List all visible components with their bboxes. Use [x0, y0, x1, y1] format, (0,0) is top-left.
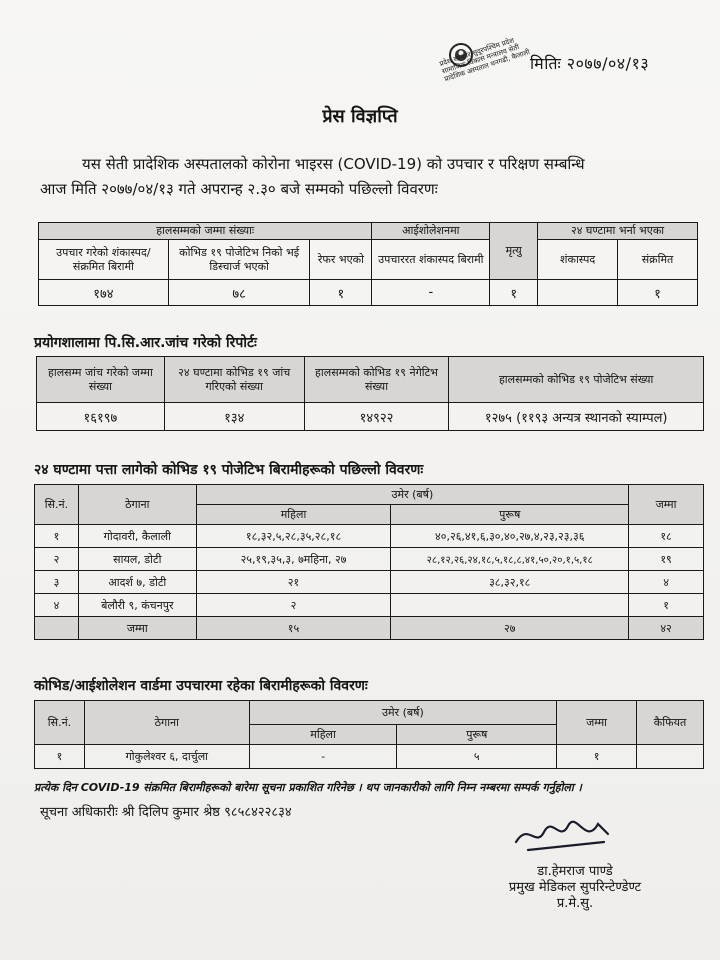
positive-table — [34, 484, 704, 640]
intro-line-2: आज मिति २०७७/०४/१३ गते अपरान्ह २.३० बजे सम्मको पछिल्लो विवरणः — [40, 180, 438, 198]
intro-line-1: यस सेती प्रादेशिक अस्पतालको कोरोना भाइरस (COVID-19) को उपचार र परिक्षण सम्बन्धि — [82, 155, 585, 173]
row-total: १ — [557, 745, 637, 769]
lab-heading: प्रयोगशालामा पि.सि.आर.जांच गरेको रिपोर्टः — [34, 335, 257, 351]
value-death: १ — [490, 280, 538, 306]
ward-header-age: उमेर (बर्ष) — [249, 701, 556, 725]
ward-header-sn: सि.नं. — [35, 701, 85, 745]
summary-table — [38, 222, 698, 306]
pos-header-age: उमेर (बर्ष) — [196, 485, 628, 505]
ward-header-male: पुरूष — [397, 725, 557, 745]
table-row — [35, 594, 704, 617]
row-male — [391, 594, 629, 617]
sum-female: १५ — [196, 617, 391, 640]
pos-header-total: जम्मा — [629, 485, 704, 525]
sum-male: २७ — [391, 617, 629, 640]
row-male: ४०,२६,४१,६,३०,४०,२७,४,२३,२३,३६ — [391, 525, 629, 548]
lab-value-24h: १३४ — [164, 403, 304, 431]
value-discharged: ७८ — [168, 280, 310, 306]
row-female: २५,१९,३५,३, ७महिना, २७ — [196, 548, 391, 571]
row-female: २ — [196, 594, 391, 617]
isolation-header: उपचाररत शंकास्पद बिरामी — [372, 240, 490, 280]
table-row — [35, 571, 704, 594]
row-address: गोकुलेश्वर ६, दार्चुला — [84, 745, 249, 769]
row-address: सायल, डोटी — [78, 548, 196, 571]
row-female: २१ — [196, 571, 391, 594]
seal-text: प्रदेश सरकार सुदूरपश्चिम प्रदेश सामाजिक विकास मन्त्रालय सेती प्रादेशिक अस्पताल धनगढी, कैलाली — [438, 36, 531, 84]
value-suspected — [538, 280, 618, 306]
sum-label: जम्मा — [78, 617, 196, 640]
row-sn: ३ — [35, 571, 79, 594]
lab-value-positive: १२७५ (११९३ अन्यत्र स्थानको स्याम्पल) — [449, 403, 704, 431]
row-remarks — [637, 745, 704, 769]
group-24h-header: २४ घण्टामा भर्ना भएका — [538, 223, 698, 240]
signature-icon — [508, 812, 618, 858]
referred-header: रेफर भएको — [310, 240, 372, 280]
row-total: १ — [629, 594, 704, 617]
signatory-block — [490, 864, 660, 912]
value-treated: १७४ — [39, 280, 169, 306]
lab-value-total: १६१९७ — [37, 403, 165, 431]
suspected-header: शंकास्पद — [538, 240, 618, 280]
row-address: गोदावरी, कैलाली — [78, 525, 196, 548]
ward-header-remarks: कैफियत — [637, 701, 704, 745]
pos-header-female: महिला — [196, 505, 391, 525]
row-sn: २ — [35, 548, 79, 571]
pos-header-sn: सि.नं. — [35, 485, 79, 525]
row-female: १८,३२,५,२८,३५,२८,१८ — [196, 525, 391, 548]
sum-sn-blank — [35, 617, 79, 640]
signatory-title: प्रमुख मेडिकल सुपरिन्टेण्डेण्ट — [508, 880, 642, 895]
table-row — [35, 745, 704, 769]
discharged-header: कोभिड १९ पोजेटिभ निको भई डिस्चार्ज भएको — [168, 240, 310, 280]
sum-total: ४२ — [629, 617, 704, 640]
hospital-seal — [420, 36, 531, 104]
ward-header-total: जम्मा — [557, 701, 637, 745]
pos-header-address: ठेगाना — [78, 485, 196, 525]
lab-value-negative: १४९२२ — [304, 403, 449, 431]
infected-header: संक्रमित — [618, 240, 698, 280]
ward-header-female: महिला — [249, 725, 397, 745]
value-referred: १ — [310, 280, 372, 306]
row-female: - — [249, 745, 397, 769]
signatory-org: प्र.मे.सु. — [556, 896, 594, 911]
row-address: बेलौरी ९, कंचनपुर — [78, 594, 196, 617]
row-male: ५ — [397, 745, 557, 769]
ward-header-address: ठेगाना — [84, 701, 249, 745]
page-title: प्रेस विज्ञप्ति — [322, 106, 398, 127]
information-officer: सूचना अधिकारीः श्री दिलिप कुमार श्रेष्ठ ९८५८४२२८३४ — [40, 805, 292, 820]
lab-header-negative: हालसम्मको कोभिड १९ नेगेटिभ संख्या — [304, 357, 449, 403]
row-total: १८ — [629, 525, 704, 548]
table-row — [35, 548, 704, 571]
lab-header-total: हालसम्म जांच गरेको जम्मा संख्या — [37, 357, 165, 403]
lab-header-positive: हालसम्मको कोभिड १९ पोजेटिभ संख्या — [449, 357, 704, 403]
pos-header-male: पुरूष — [391, 505, 629, 525]
footer-note: प्रत्येक दिन COVID-19 संक्रमित बिरामीहरूको बारेमा सूचना प्रकाशित गरिनेछ । थप जानकारीको लागि निम्न नम्बरमा सम्पर्क गर्नुहोला । — [34, 781, 582, 794]
positive-heading: २४ घण्टामा पत्ता लागेको कोभिड १९ पोजेटिभ बिरामीहरूको पछिल्लो विवरणः — [34, 462, 424, 478]
value-infected: १ — [618, 280, 698, 306]
intro-paragraph — [40, 152, 700, 202]
signatory-name: डा.हेमराज पाण्डे — [537, 864, 613, 879]
row-sn: १ — [35, 525, 79, 548]
row-total: १९ — [629, 548, 704, 571]
row-male: २८,१२,२६,२४,१८,५,१८,८,४१,५०,२०,१,५,१८ — [391, 548, 629, 571]
row-total: ४ — [629, 571, 704, 594]
lab-table — [36, 356, 704, 431]
ward-heading: कोभिड/आईशोलेशन वार्डमा उपचारमा रहेका बिरामीहरूको विवरणः — [34, 678, 368, 694]
row-address: आदर्श ७, डोटी — [78, 571, 196, 594]
row-sn: १ — [35, 745, 85, 769]
ward-table — [34, 700, 704, 769]
death-header: मृत्यु — [490, 223, 538, 280]
treated-header: उपचार गरेको शंकास्पद/संक्रमित बिरामी — [39, 240, 169, 280]
sum-row — [35, 617, 704, 640]
lab-header-24h: २४ घण्टामा कोभिड १९ जांच गरिएको संख्या — [164, 357, 304, 403]
table-row — [35, 525, 704, 548]
row-male: ३८,३२,१८ — [391, 571, 629, 594]
release-date: मितिः २०७७/०४/१३ — [530, 54, 650, 73]
row-sn: ४ — [35, 594, 79, 617]
group-total-header: हालसम्मको जम्मा संख्याः — [39, 223, 372, 240]
group-isolation-header: आईशोलेशनमा — [372, 223, 490, 240]
value-isolation: - — [372, 280, 490, 306]
